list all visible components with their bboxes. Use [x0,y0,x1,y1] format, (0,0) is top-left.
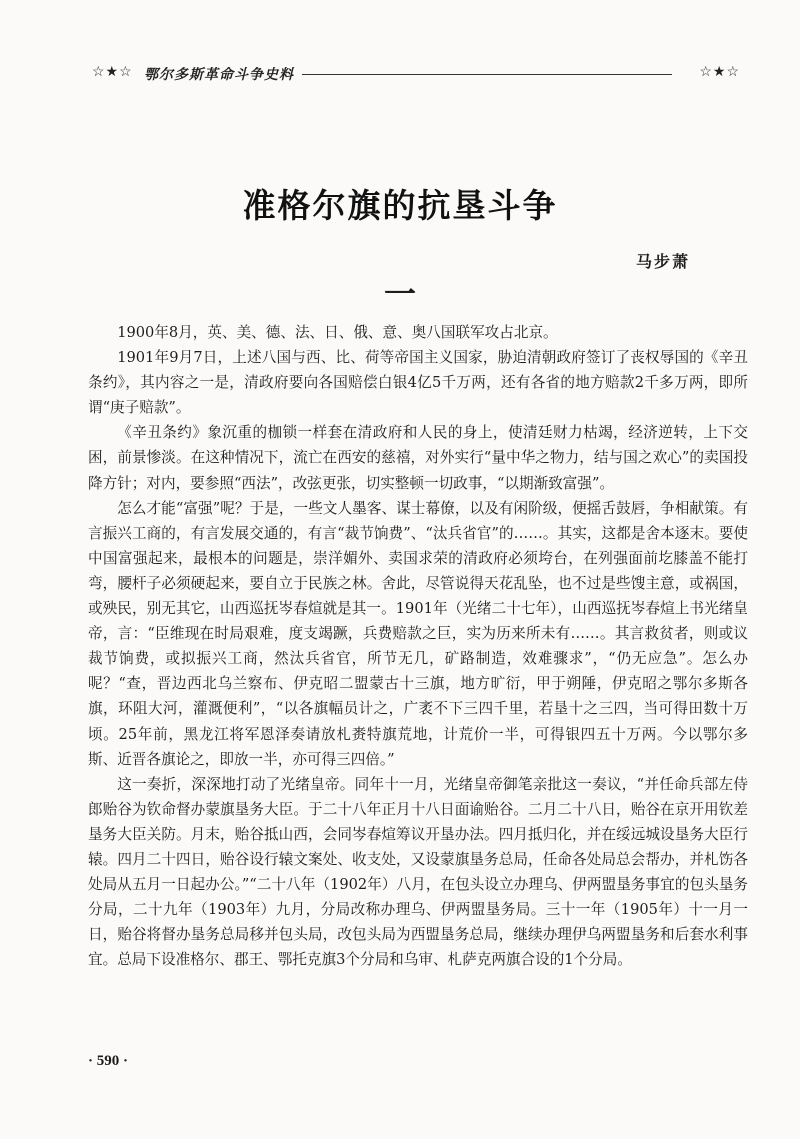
header-rule [302,74,672,75]
paragraph: 怎么才能“富强”呢？于是，一些文人墨客、谋士幕僚，以及有闲阶级，便摇舌鼓唇，争相献策。有言振兴工商的，有言发展交通的，有言“裁节饷费”、“汰兵省官”的……。其实，这都是舍本逐末。要使中国富强起来，最根本的问题是，崇洋媚外、卖国求荣的清政府必须垮台，在列强面前圪膝盖不能打弯，腰杆子必须硬起来，要自立于民族之林。舍此，尽管说得天花乱坠，也不过是些馊主意，或祸国，或殃民，别无其它，山西巡抚岑春煊就是其一。1901年（光绪二十七年），山西巡抚岑春煊上书光绪皇帝，言：“臣维现在时局艰难，度支竭蹶，兵费赔款之巨，实为历来所未有……。其言救贫者，则或议裁节饷费，或拟振兴工商，然汰兵省官，所节无几，矿路制造，效难骤求”，“仍无应急”。怎么办呢？“查，晋边西北乌兰察布、伊克昭二盟蒙古十三旗，地方旷衍，甲于朔陲，伊克昭之鄂尔多斯各旗，环阻大河，灌溉便利”，“以各旗幅员计之，广袤不下三四千里，若垦十之三四，当可得田数十万顷。25年前，黑龙江将军恩泽奏请放札赉特旗荒地，计荒价一半，可得银四五十万两。今以鄂尔多斯、近晋各旗论之，即放一半，亦可得三四倍。” [88,499,748,768]
article-body [88,320,748,972]
paragraph: 《辛丑条约》象沉重的枷锁一样套在清政府和人民的身上，使清廷财力枯竭，经济逆转，上下交困，前景惨淡。在这种情况下，流亡在西安的慈禧，对外实行“量中华之物力，结与国之欢心”的卖国投降方针；对内，要参照“西法”，改弦更张，切实整顿一切政事，“以期渐致富强”。 [88,424,748,492]
star-ornament-right-icon: ☆★☆ [699,64,740,80]
page-number: · 590 · [88,1053,129,1069]
paragraph: 这一奏折，深深地打动了光绪皇帝。同年十一月，光绪皇帝御笔亲批这一奏议，“并任命兵部左侍郎贻谷为钦命督办蒙旗垦务大臣。于二十八年正月十八日面谕贻谷。二月二十八日，贻谷在京开用钦差垦务大臣关防。月末，贻谷抵山西，会同岑春煊筹议开垦办法。四月抵归化，并在绥远城设垦务大臣行辕。四月二十四日，贻谷设行辕文案处、收支处，又设蒙旗垦务总局，任命各处局总会帮办，并札饬各处局从五月一日起办公。”“二十八年（1902年）八月，在包头设立办理乌、伊两盟垦务事宜的包头垦务分局，二十九年（1903年）九月，分局改称办理乌、伊两盟垦务局。三十一年（1905年）十一月一日，贻谷将督办垦务总局移并包头局，改包头局为西盟垦务总局，继续办理伊乌两盟垦务和后套水利事宜。总局下设准格尔、郡王、鄂托克旗3个分局和乌审、札萨克两旗合设的1个分局。 [88,775,748,969]
running-header [92,62,740,86]
paragraph: 1900年8月，英、美、德、法、日、俄、意、奥八国联军攻占北京。 [117,324,558,341]
journal-name: 鄂尔多斯革命斗争史料 [144,67,294,83]
author-name: 马步萧 [635,252,690,271]
section-number: 一 [383,275,416,313]
article-title: 准格尔旗的抗垦斗争 [242,186,558,225]
paragraph: 1901年9月7日，上述八国与西、比、荷等帝国主义国家，胁迫清朝政府签订了丧权辱国的《辛丑条约》，其内容之一是，清政府要向各国赔偿白银4亿5千万两，还有各省的地方赔款2千多万两，即所谓“庚子赔款”。 [88,349,748,417]
star-ornament-left-icon: ☆★☆ [92,64,133,80]
